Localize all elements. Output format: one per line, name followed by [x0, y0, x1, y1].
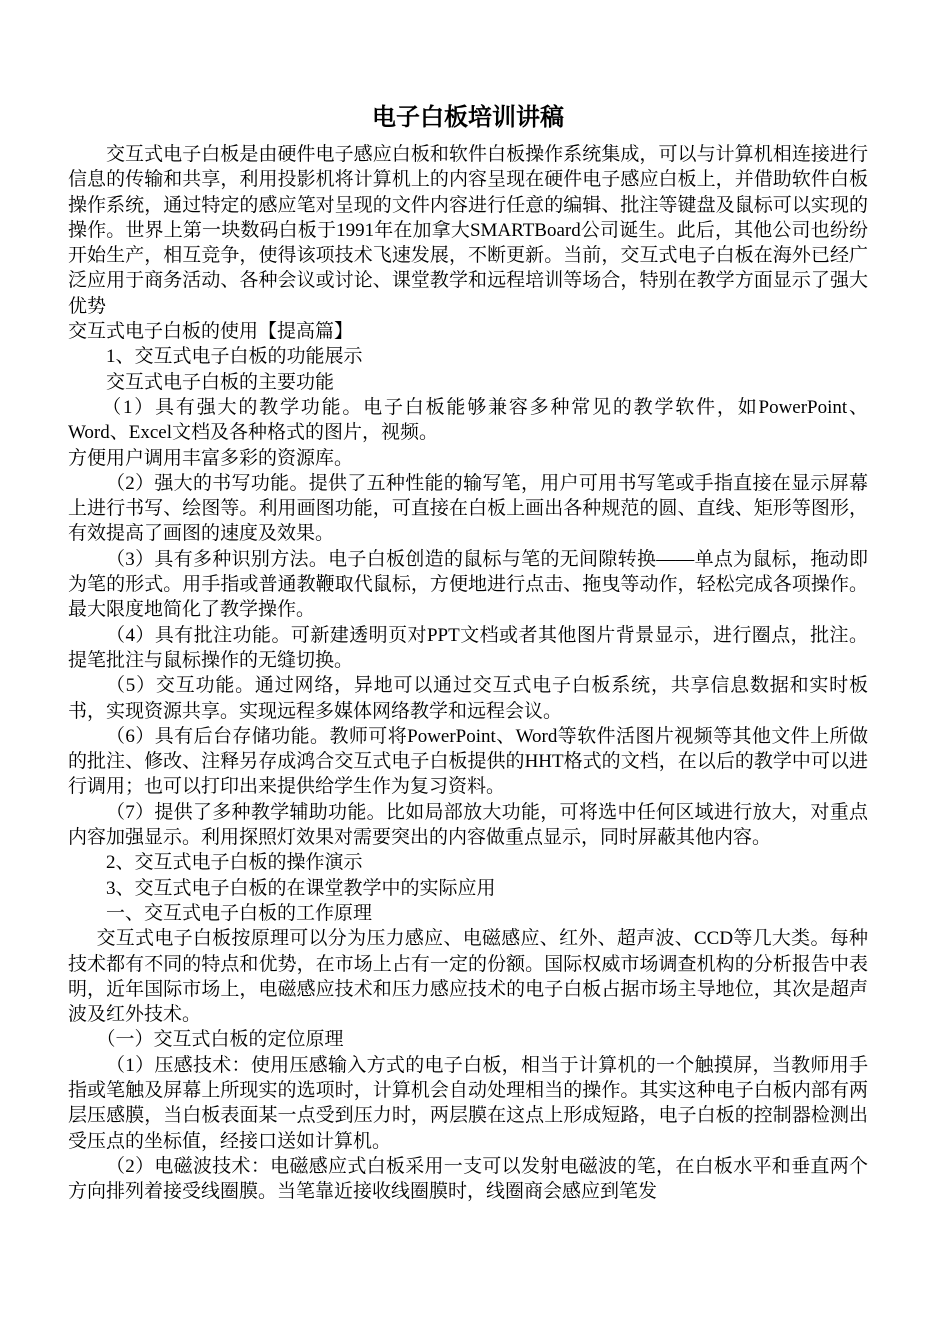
function-item-2: （2）强大的书写功能。提供了五种性能的输写笔，用户可用书写笔或手指直接在显示屏幕上进行书写、绘图等。利用画图功能，可直接在白板上画出各种规范的圆、直线、矩形等图形，有效提高了画图的速度及效果。	[68, 472, 868, 545]
document-page	[68, 100, 868, 1204]
function-item-6: （6）具有后台存储功能。教师可将PowerPoint、Word等软件活图片视频等其他文件上所做的批注、修改、注释另存成鸿合交互式电子白板提供的HHT格式的文档，在以后的教学中可以进行调用；也可以打印出来提供给学生作为复习资料。	[68, 725, 868, 798]
subsection-heading-positioning: （一）交互式白板的定位原理	[96, 1029, 344, 1051]
function-item-7: （7）提供了多种教学辅助功能。比如局部放大功能，可将选中任何区域进行放大，对重点内容加强显示。利用探照灯效果对需要突出的内容做重点显示，同时屏蔽其他内容。	[68, 801, 868, 849]
intro-paragraph: 交互式电子白板是由硬件电子感应白板和软件白板操作系统集成，可以与计算机相连接进行信息的传输和共享，利用投影机将计算机上的内容呈现在硬件电子感应白板上，并借助软件白板操作系统，通过特定的感应笔对呈现的文件内容进行任意的编辑、批注等键盘及鼠标可以实现的操作。世界上第一块数码白板于1991年在加拿大SMARTBoard公司诞生。此后，其他公司也纷纷开始生产，相互竞争，使得该项技术飞速发展，不断更新。当前，交互式电子白板在海外已经广泛应用于商务活动、各种会议或讨论、课堂教学和远程培训等场合，特别在教学方面显示了强大优势	[68, 144, 868, 317]
subsection-heading-demo: 2、交互式电子白板的操作演示	[106, 852, 363, 874]
section-heading-principle: 一、交互式电子白板的工作原理	[106, 902, 373, 924]
electromagnetic-tech-paragraph: （2）电磁波技术：电磁感应式白板采用一支可以发射电磁波的笔，在白板水平和垂直两个方向排列着接受线圈膜。当笔靠近接收线圈膜时，线圈商会感应到笔发	[68, 1155, 868, 1203]
subsection-heading-application: 3、交互式电子白板的在课堂教学中的实际应用	[106, 877, 496, 899]
principle-paragraph: 交互式电子白板按原理可以分为压力感应、电磁感应、红外、超声波、CCD等几大类。每种技术都有不同的特点和优势，在市场上占有一定的份额。国际权威市场调查机构的分析报告中表明，近年国际市场上，电磁感应技术和压力感应技术的电子白板占据市场主导地位，其次是超声波及红外技术。	[68, 928, 868, 1026]
document-title: 电子白板培训讲稿	[372, 103, 564, 131]
subsection-heading-features: 1、交互式电子白板的功能展示	[106, 346, 363, 368]
function-item-5: （5）交互功能。通过网络，异地可以通过交互式电子白板系统，共享信息数据和实时板书，实现资源共享。实现远程多媒体网络教学和远程会议。	[68, 675, 868, 722]
function-item-1: （1）具有强大的教学功能。电子白板能够兼容多种常见的教学软件，如PowerPoint、Word、Excel文档及各种格式的图片，视频。	[68, 396, 868, 444]
section-heading-advanced: 交互式电子白板的使用【提高篇】	[68, 321, 354, 343]
function-item-1-continued: 方便用户调用丰富多彩的资源库。	[68, 447, 354, 469]
function-item-4: （4）具有批注功能。可新建透明页对PPT文档或者其他图片背景显示，进行圈点，批注。提笔批注与鼠标操作的无缝切换。	[68, 624, 868, 671]
subheading-main-functions: 交互式电子白板的主要功能	[106, 371, 335, 393]
pressure-tech-paragraph: （1）压感技术：使用压感输入方式的电子白板，相当于计算机的一个触摸屏，当教师用手指或笔触及屏幕上所现实的选项时，计算机会自动处理相当的操作。其实这种电子白板内部有两层压感膜，当白板表面某一点受到压力时，两层膜在这点上形成短路，电子白板的控制器检测出受压点的坐标值，经接口送如计算机。	[68, 1054, 868, 1152]
function-item-3: （3）具有多种识别方法。电子白板创造的鼠标与笔的无间隙转换——单点为鼠标，拖动即为笔的形式。用手指或普通教鞭取代鼠标，方便地进行点击、拖曳等动作，轻松完成各项操作。最大限度地简化了教学操作。	[68, 548, 868, 621]
